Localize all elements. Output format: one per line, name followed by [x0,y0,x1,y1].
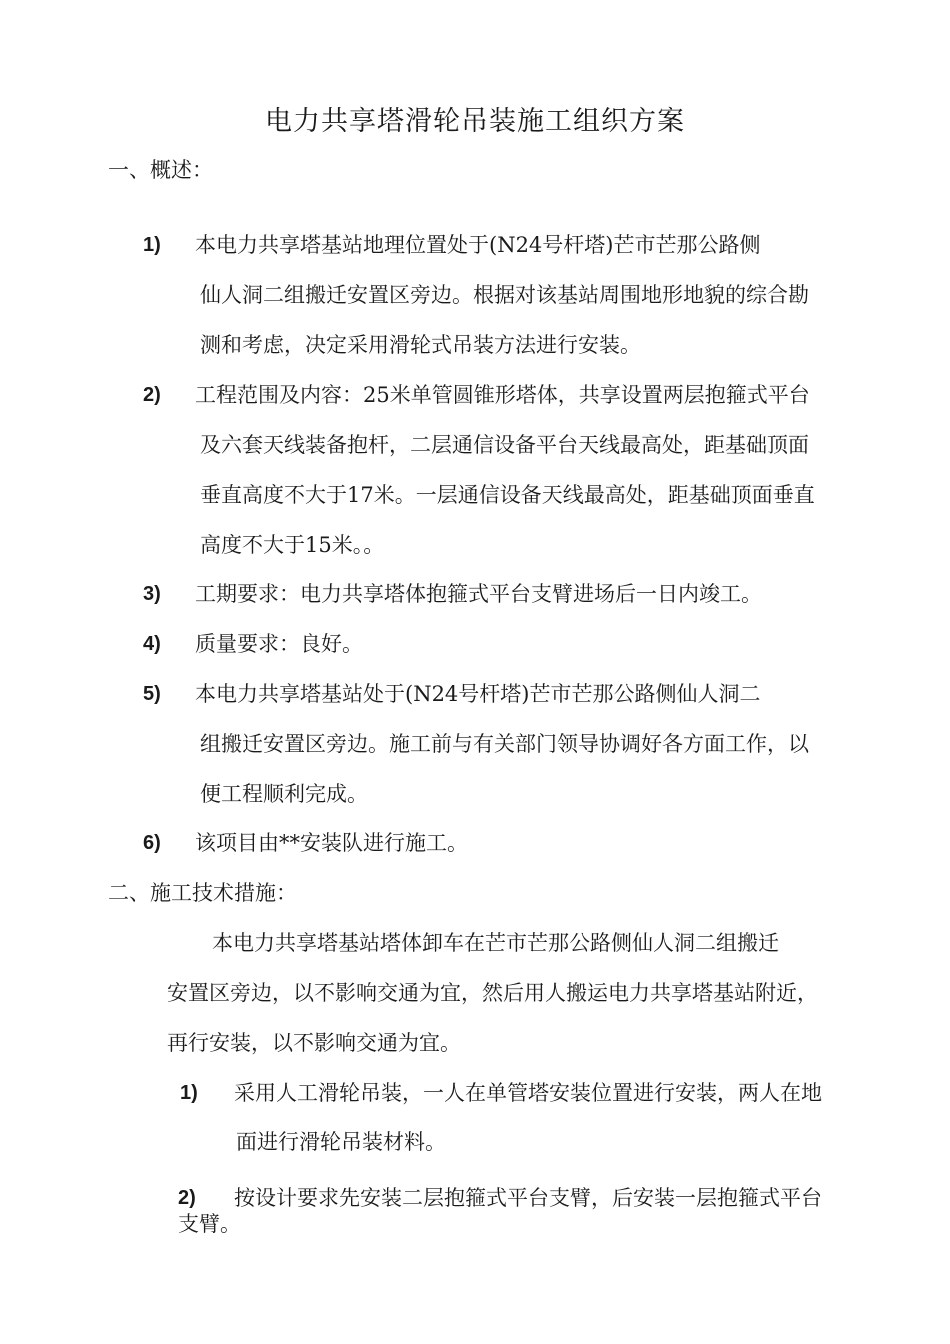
list-text-line: 高度不大于15米。。 [200,533,385,557]
list-number: 4) [143,633,161,655]
paragraph-line: 本电力共享塔基站塔体卸车在芒市芒那公路侧仙人洞二组搬迁 [212,931,779,955]
list-number: 6) [143,832,161,854]
page-title: 电力共享塔滑轮吊装施工组织方案 [265,106,685,137]
list-text-line: 本电力共享塔基站处于(N24号杆塔)芒市芒那公路侧仙人洞二 [195,682,761,706]
list-text-line: 质量要求：良好。 [195,632,363,656]
list-text-line: 仙人洞二组搬迁安置区旁边。根据对该基站周围地形地貌的综合勘 [200,283,809,307]
list-text-line: 工程范围及内容：25米单管圆锥形塔体，共享设置两层抱箍式平台 [195,383,810,407]
list-text-line: 测和考虑，决定采用滑轮式吊装方法进行安装。 [200,333,641,357]
paragraph-line: 安置区旁边，以不影响交通为宜，然后用人搬运电力共享塔基站附近， [167,981,818,1005]
paragraph-line: 再行安装，以不影响交通为宜。 [167,1031,461,1055]
list-number: 2) [178,1187,196,1209]
list-text-line: 垂直高度不大于17米。一层通信设备天线最高处，距基础顶面垂直 [200,483,815,507]
list-number: 3) [143,583,161,605]
section-heading-overview: 一、概述： [108,158,213,182]
list-text-line: 便工程顺利完成。 [200,782,368,806]
list-text-line: 面进行滑轮吊装材料。 [236,1130,446,1154]
list-text-line: 及六套天线装备抱杆，二层通信设备平台天线最高处，距基础顶面 [200,433,809,457]
list-text-line: 该项目由**安装队进行施工。 [195,831,468,855]
list-text-line: 工期要求：电力共享塔体抱箍式平台支臂进场后一日内竣工。 [195,582,762,606]
list-number: 5) [143,683,161,705]
list-text-line: 本电力共享塔基站地理位置处于(N24号杆塔)芒市芒那公路侧 [195,233,761,257]
section-heading-techniques: 二、施工技术措施： [108,881,297,905]
list-number: 1) [143,234,161,256]
list-text-line: 采用人工滑轮吊装，一人在单管塔安装位置进行安装，两人在地 [234,1081,822,1105]
list-text-line: 支臂。 [178,1212,241,1236]
list-text-line: 组搬迁安置区旁边。施工前与有关部门领导协调好各方面工作，以 [200,732,809,756]
list-number: 1) [180,1082,198,1104]
list-text-line: 按设计要求先安装二层抱箍式平台支臂，后安装一层抱箍式平台 [234,1186,822,1210]
list-number: 2) [143,384,161,406]
